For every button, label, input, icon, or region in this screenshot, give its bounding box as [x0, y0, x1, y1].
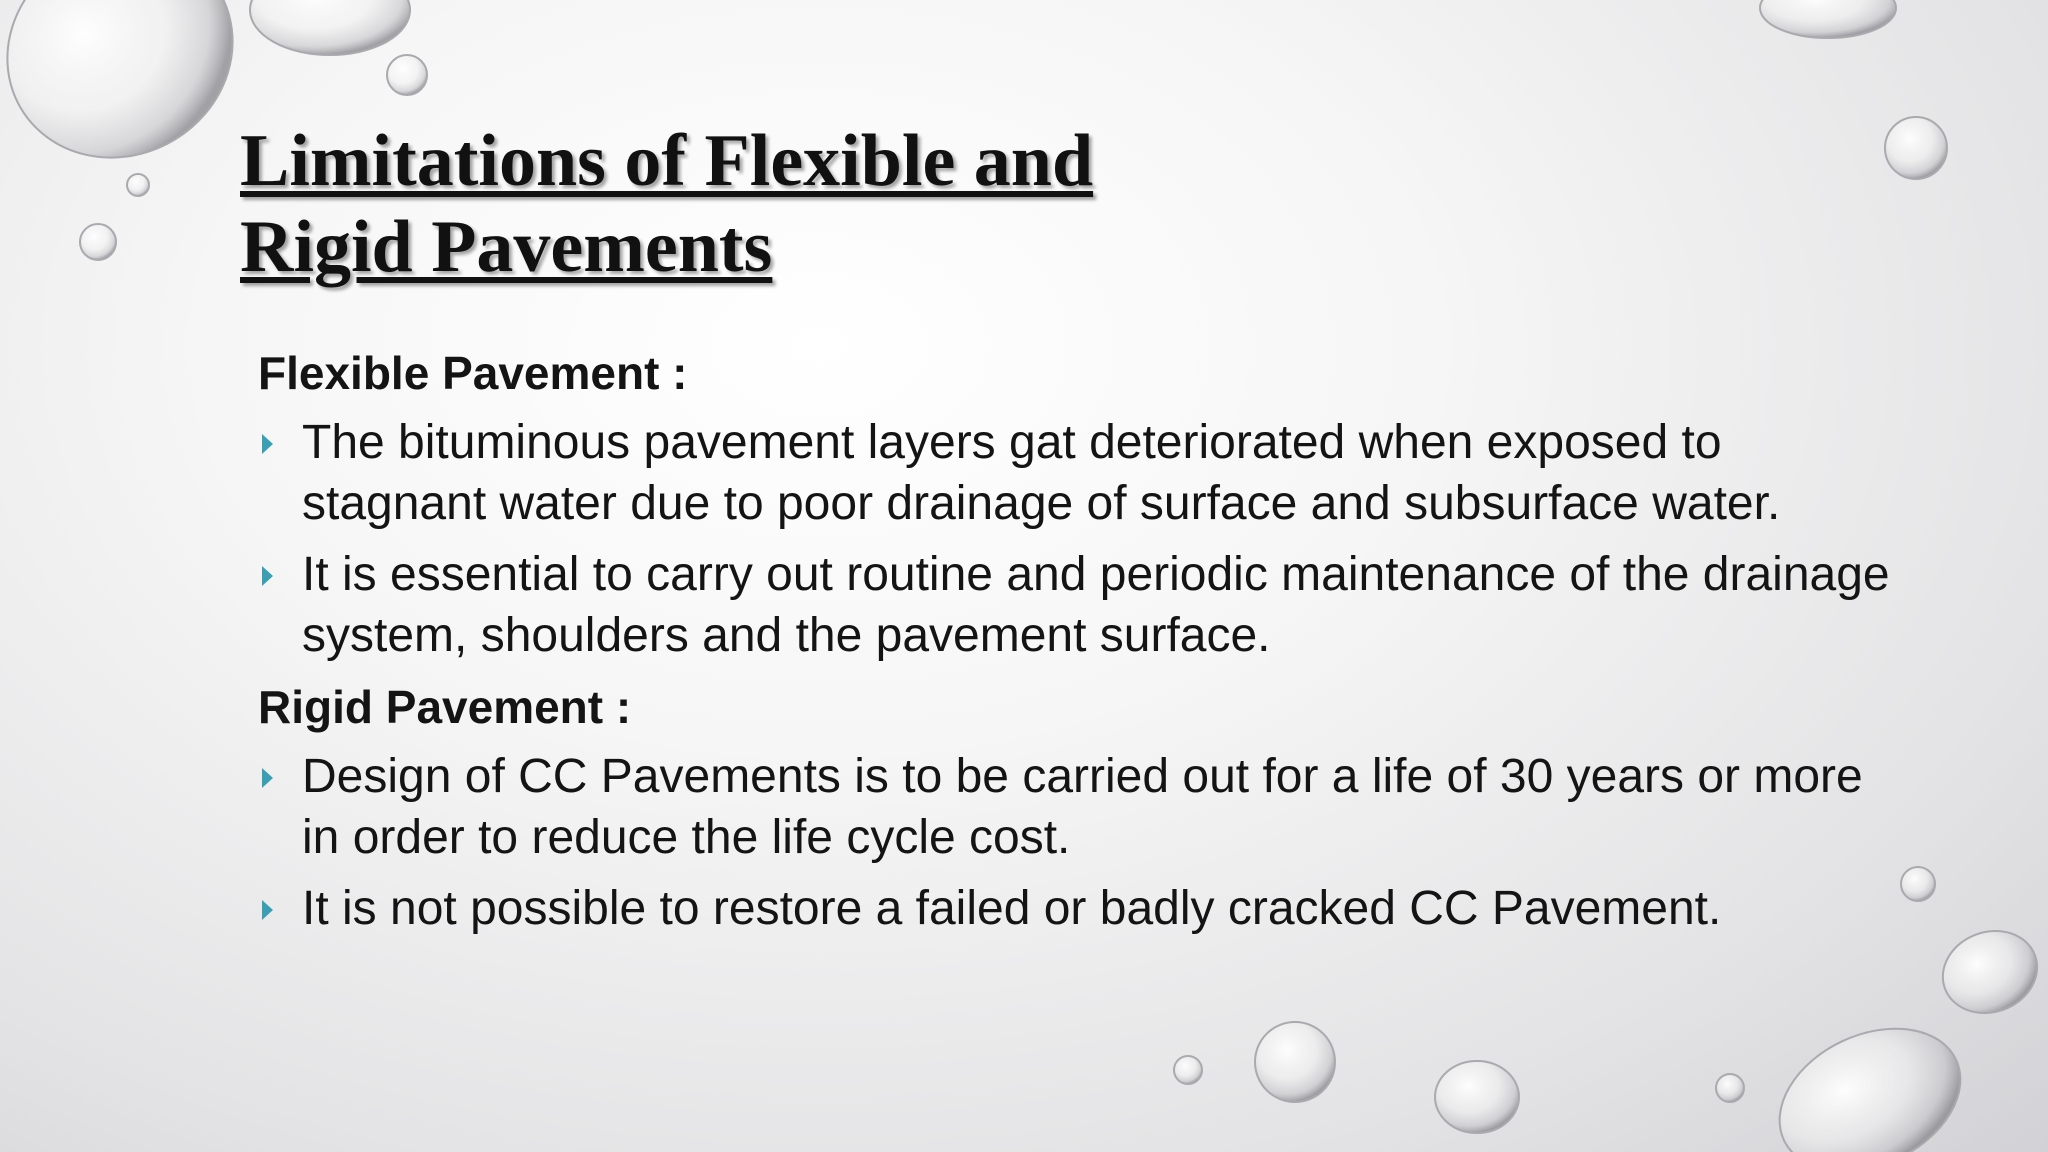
- bullet-item: [258, 412, 1898, 534]
- slide-title-line-2: Rigid Pavements: [240, 206, 773, 288]
- bullet-item: [258, 878, 1898, 939]
- slide-title: [240, 118, 1093, 290]
- bullet-text: The bituminous pavement layers gat deteriorated when exposed to stagnant water due to poor drainage of surface and subsurface water.: [302, 416, 1781, 530]
- bullet-item: [258, 746, 1898, 868]
- triangle-bullet-icon: [262, 900, 273, 920]
- bullet-text: Design of CC Pavements is to be carried out for a life of 30 years or more in order to reduce the life cycle cost.: [302, 750, 1863, 864]
- slide-title-line-1: Limitations of Flexible and: [240, 120, 1094, 202]
- triangle-bullet-icon: [262, 768, 273, 788]
- bullet-text: It is not possible to restore a failed or badly cracked CC Pavement.: [302, 882, 1722, 935]
- triangle-bullet-icon: [262, 566, 273, 586]
- bullet-item: [258, 544, 1898, 666]
- section-heading-flexible: Flexible Pavement :: [258, 347, 688, 399]
- triangle-bullet-icon: [262, 434, 273, 454]
- slide-content: [258, 342, 1898, 949]
- bullet-text: It is essential to carry out routine and periodic maintenance of the drainage system, shoulders and the pavement surface.: [302, 548, 1890, 662]
- section-heading-rigid: Rigid Pavement :: [258, 681, 632, 733]
